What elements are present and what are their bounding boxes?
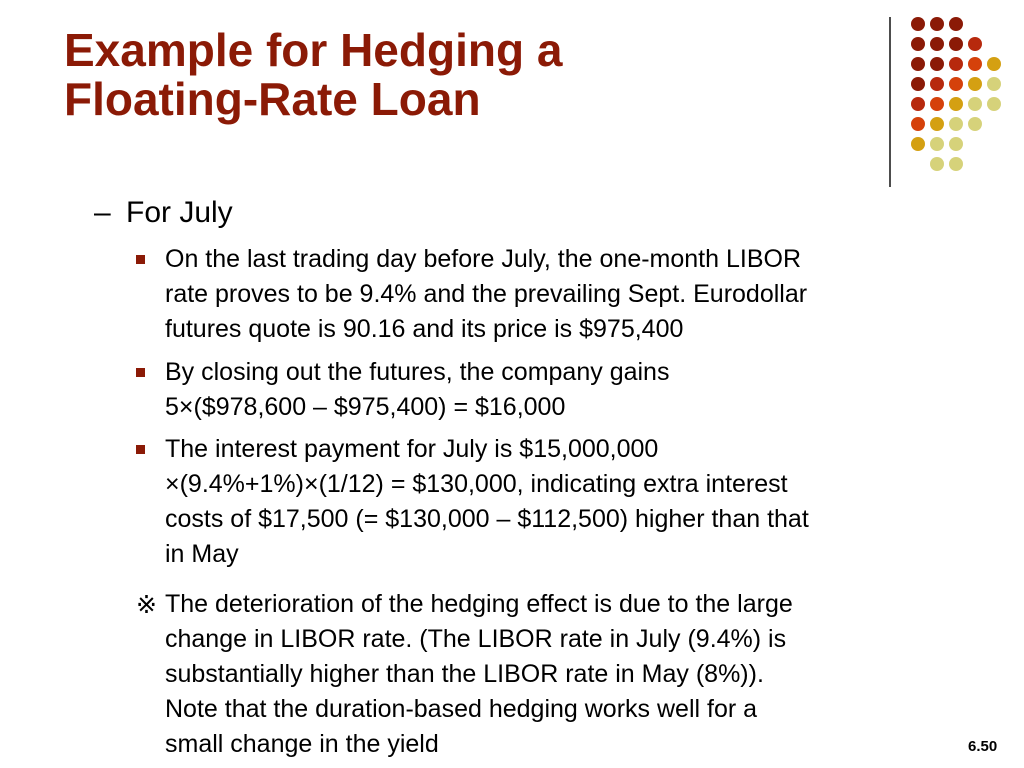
section-label: For July [126, 196, 233, 229]
square-bullet-icon [136, 368, 145, 377]
square-bullet-icon [136, 255, 145, 264]
bullet-line: in May [165, 540, 239, 568]
bullet-text [165, 432, 985, 572]
bullet-line: ×(9.4%+1%)×(1/12) = $130,000, indicating extra interest [165, 470, 788, 498]
note-line: substantially higher than the LIBOR rate in May (8%)). [165, 660, 764, 688]
bullet-line: By closing out the futures, the company gains [165, 358, 670, 386]
bullet-text [165, 242, 985, 347]
bullet-line: On the last trading day before July, the one-month LIBOR [165, 245, 801, 273]
note-text [165, 587, 985, 762]
dash-bullet: – [94, 196, 111, 229]
bullet-line: futures quote is 90.16 and its price is $975,400 [165, 315, 684, 343]
bullet-line: The interest payment for July is $15,000,000 [165, 435, 659, 463]
note-line: The deterioration of the hedging effect is due to the large [165, 590, 793, 618]
title-line-1: Example for Hedging a [64, 24, 563, 76]
reference-mark-icon: ※ [136, 590, 157, 619]
square-bullet-icon [136, 445, 145, 454]
page-number: 6.50 [968, 738, 998, 755]
bullet-line: rate proves to be 9.4% and the prevailing Sept. Eurodollar [165, 280, 808, 308]
bullet-text [165, 355, 985, 425]
note-line: small change in the yield [165, 730, 439, 758]
title-line-2: Floating-Rate Loan [64, 73, 481, 125]
bullet-line: 5×($978,600 – $975,400) = $16,000 [165, 393, 566, 421]
note-line: change in LIBOR rate. (The LIBOR rate in July (9.4%) is [165, 625, 787, 653]
bullet-line: costs of $17,500 (= $130,000 – $112,500) higher than that [165, 505, 809, 533]
note-line: Note that the duration-based hedging works well for a [165, 695, 758, 723]
